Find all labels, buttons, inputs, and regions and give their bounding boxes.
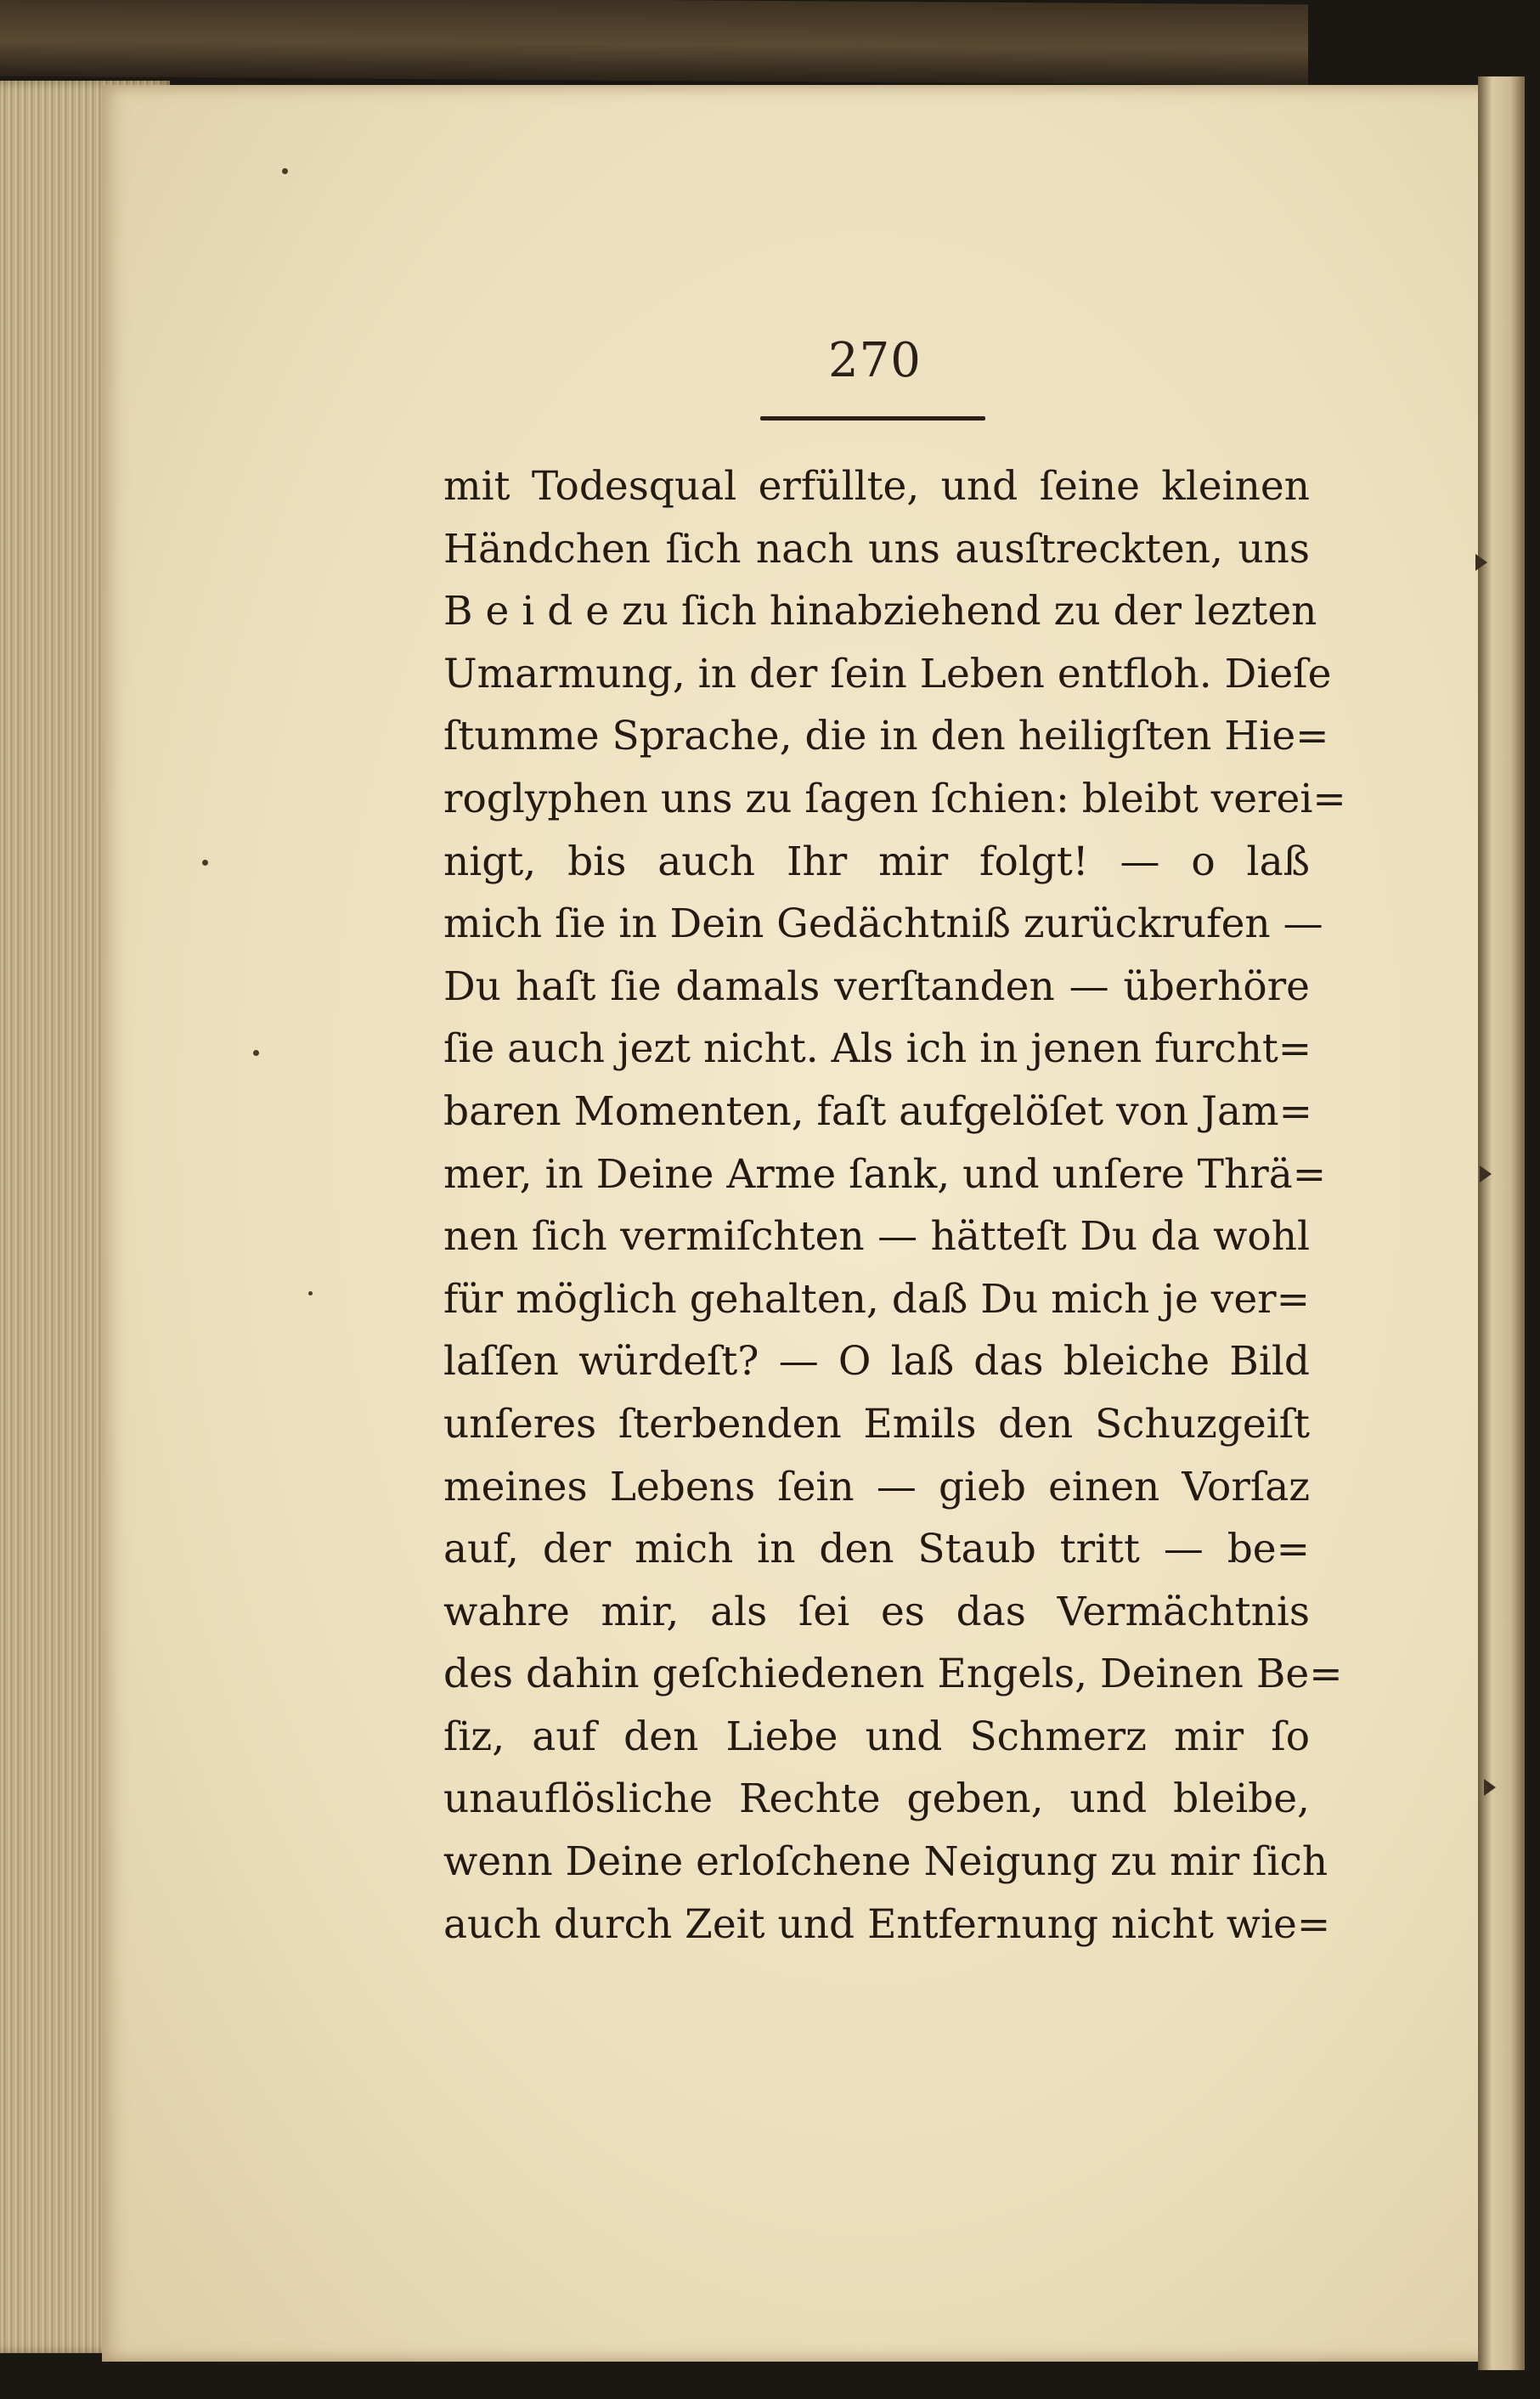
text-line: auch durch Zeit und Entfernung nicht wie= bbox=[443, 1900, 1331, 1948]
book-binding-top bbox=[0, 0, 1308, 85]
text-line: nigt, bis auch Ihr mir folgt! — o laß bbox=[443, 838, 1310, 885]
paper-speck bbox=[308, 1291, 313, 1295]
text-line: nen ſich vermiſchten — hätteſt Du da wohl bbox=[443, 1213, 1310, 1261]
paper-speck bbox=[202, 860, 208, 866]
text-line: mer, in Deine Arme ſank, und unſere Thrä= bbox=[443, 1150, 1327, 1198]
paper-speck bbox=[253, 1050, 259, 1056]
text-line: mit Todesqual erfüllte, und ſeine kleinen bbox=[443, 463, 1310, 510]
text-line: für möglich gehalten, daß Du mich je ver= bbox=[443, 1275, 1310, 1323]
text-line: Umarmung, in der ſein Leben entfloh. Dieſe bbox=[443, 650, 1332, 697]
text-line: unſeres ſterbenden Emils den Schuzgeiſt bbox=[443, 1400, 1310, 1448]
text-line: roglyphen uns zu ſagen ſchien: bleibt verei= bbox=[443, 775, 1346, 822]
page-notch-mark bbox=[1475, 554, 1487, 571]
text-line: laſſen würdeſt? — O laß das bleiche Bild bbox=[443, 1338, 1310, 1386]
page-notch-mark bbox=[1480, 1166, 1492, 1183]
text-line: Händchen ſich nach uns ausſtreckten, uns bbox=[443, 525, 1310, 573]
text-line: des dahin geſchiedenen Engels, Deinen Be= bbox=[443, 1651, 1343, 1698]
text-line: unauflösliche Rechte geben, und bleibe, bbox=[443, 1775, 1310, 1823]
text-line: baren Momenten, faſt aufgelöſet von Jam= bbox=[443, 1087, 1312, 1135]
text-line: ſie auch jezt nicht. Als ich in jenen furcht= bbox=[443, 1025, 1312, 1073]
page-notch-mark bbox=[1484, 1779, 1496, 1796]
page-body-text bbox=[443, 455, 1346, 1956]
page-number: 270 bbox=[828, 333, 922, 388]
text-line: ſiz, auf den Liebe und Schmerz mir ſo bbox=[443, 1713, 1310, 1760]
header-rule bbox=[760, 416, 985, 421]
text-line: wenn Deine erloſchene Neigung zu mir ſich bbox=[443, 1838, 1328, 1886]
text-line: wahre mir, als ſei es das Vermächtnis bbox=[443, 1588, 1310, 1635]
text-line: meines Lebens ſein — gieb einen Vorſaz bbox=[443, 1463, 1310, 1510]
text-line: mich ſie in Dein Gedächtniß zurückrufen — bbox=[443, 900, 1323, 948]
text-line: B e i d e zu ſich hinabziehend zu der lezten bbox=[443, 588, 1317, 635]
text-line: auf, der mich in den Staub tritt — be= bbox=[443, 1526, 1310, 1573]
paper-speck bbox=[282, 168, 288, 174]
text-line: Du haſt ſie damals verſtanden — überhöre bbox=[443, 962, 1310, 1010]
page-edge-right bbox=[1478, 76, 1525, 2370]
text-line: ſtumme Sprache, die in den heiligſten Hie= bbox=[443, 713, 1329, 760]
